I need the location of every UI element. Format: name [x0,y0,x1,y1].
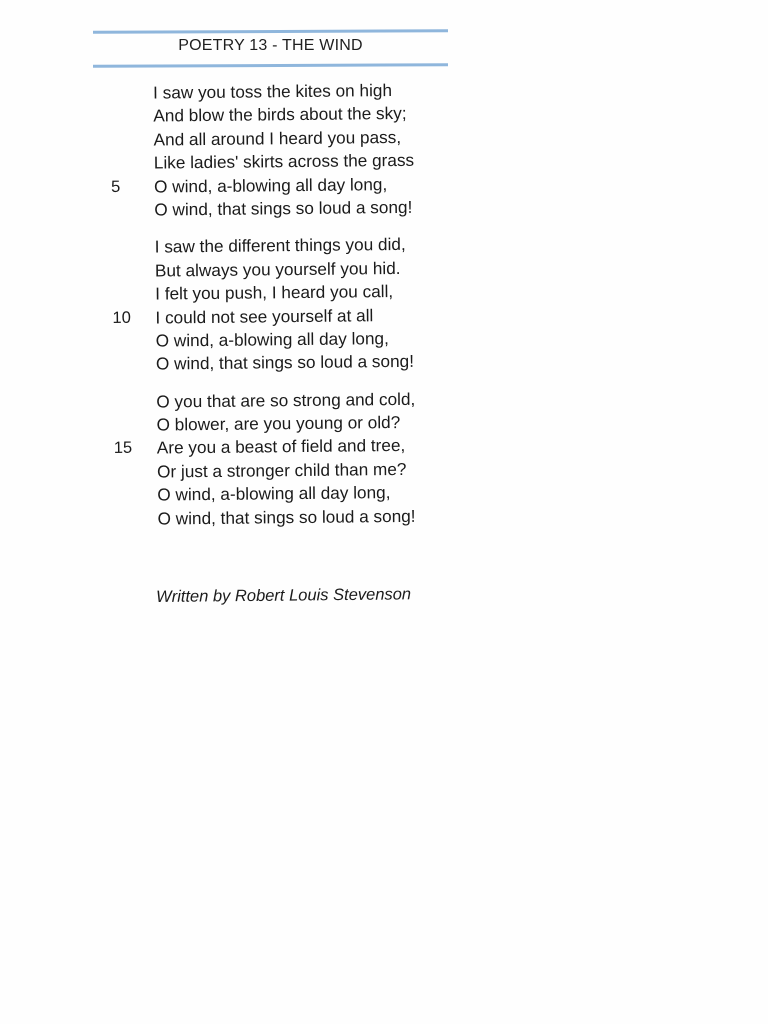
line-text: O wind, a-blowing all day long, [153,173,388,197]
stanza-1 [110,78,471,222]
title-rule-top [93,29,448,34]
line-text: I could not see yourself at all [155,304,374,328]
title-rule-bottom [93,63,448,68]
line-text: I saw the different things you did, [154,234,406,257]
poem-title: POETRY 13 - THE WIND [178,37,363,54]
line-text: O wind, a-blowing all day long, [157,482,391,505]
line-number: 10 [112,308,131,327]
poem-line [111,195,471,222]
line-text: I felt you push, I heard you call, [155,281,394,304]
poem-line [114,504,474,531]
poem-body [110,78,475,545]
line-text: I saw you toss the kites on high [153,80,393,103]
line-text: O wind, a-blowing all day long, [155,328,389,351]
line-text: And all around I heard you pass, [153,126,402,150]
line-text: Or just a stronger child than me? [156,458,407,482]
line-text: O wind, that sings so loud a song! [154,196,413,220]
line-text: Like ladies' skirts across the grass [153,149,415,173]
line-text: O wind, that sings so loud a song! [157,505,416,529]
line-text: O wind, that sings so loud a song! [155,351,415,374]
title-block [93,28,448,70]
line-number: 5 [111,177,121,196]
line-text: And blow the birds about the sky; [153,103,407,126]
stanza-3 [113,387,474,531]
stanza-2 [112,233,473,377]
line-text: Are you a beast of field and tree, [156,435,406,458]
line-number: 15 [113,439,133,458]
poem-line [113,350,473,377]
line-text: O blower, are you young or old? [156,412,401,435]
author-byline: Written by Robert Louis Stevenson [156,585,412,606]
line-text: O you that are so strong and cold, [156,388,416,412]
line-text: But always you yourself you hid. [154,257,401,281]
